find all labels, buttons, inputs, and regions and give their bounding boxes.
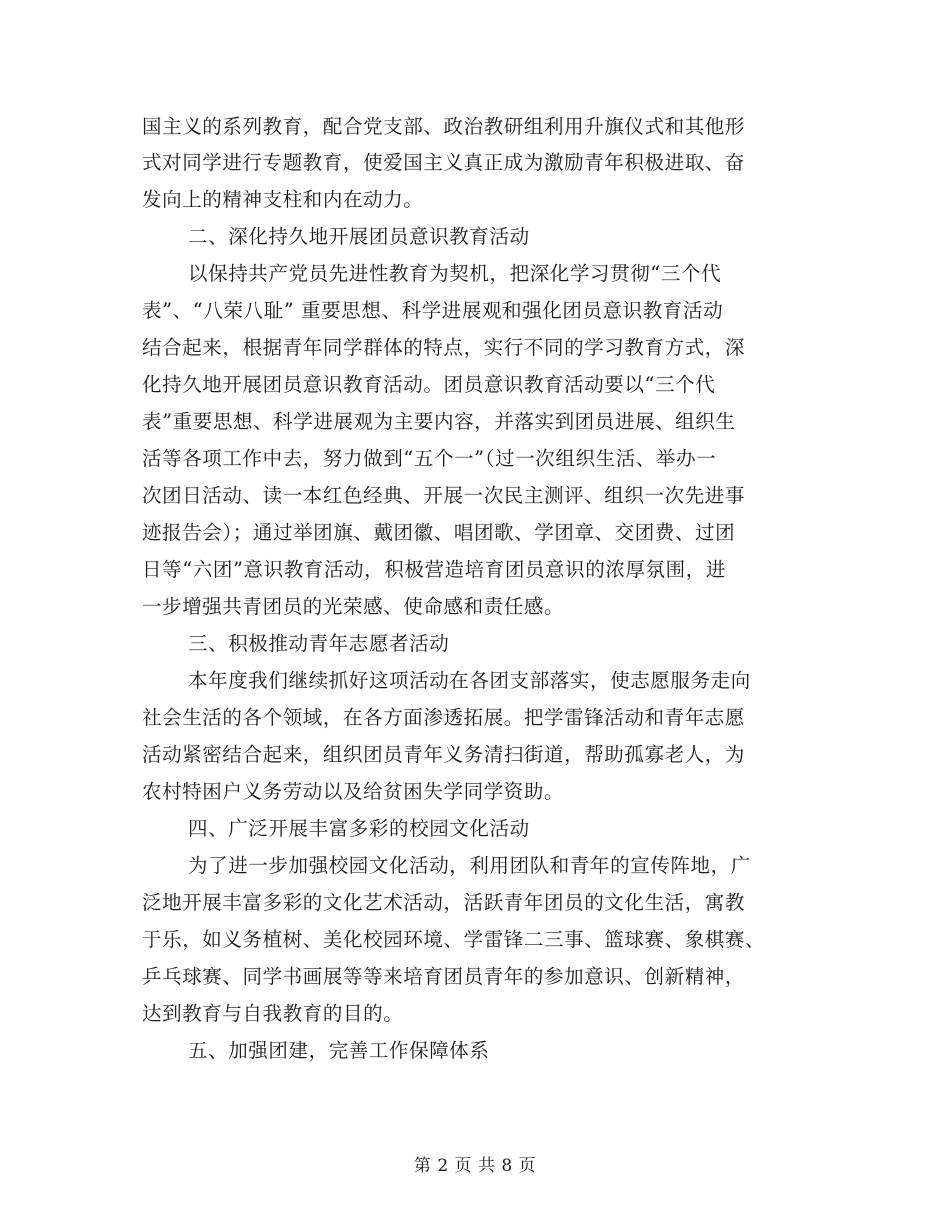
page-number-footer: 第 2 页 共 8 页 bbox=[413, 1156, 537, 1176]
body-text-line: 表”、“八荣八耻” 重要思想、科学进展观和强化团员意识教育活动 bbox=[142, 299, 724, 322]
body-text-line: 活动紧密结合起来，组织团员青年义务清扫街道，帮助孤寡老人，为 bbox=[142, 743, 746, 766]
body-text-line: 于乐，如义务植树、美化校园环境、学雷锋二三事、篮球赛、象棋赛、 bbox=[142, 928, 766, 951]
body-text-line: 化持久地开展团员意识教育活动。团员意识教育活动要以“三个代 bbox=[142, 373, 716, 396]
section-heading-4: 四、广泛开展丰富多彩的校园文化活动 bbox=[188, 817, 530, 840]
body-text-line: 迹报告会）；通过举团旗、戴团徽、唱团歌、学团章、交团费、过团 bbox=[142, 521, 736, 544]
body-text-line: 活等各项工作中去，努力做到“五个一”（过一次组织生活、举办一 bbox=[142, 447, 717, 470]
body-text-line: 一步增强共青团员的光荣感、使命感和责任感。 bbox=[142, 595, 565, 618]
body-text-line: 乒乓球赛、同学书画展等等来培育团员青年的参加意识、创新精神， bbox=[142, 965, 746, 988]
body-text-line: 表”重要思想、科学进展观为主要内容，并落实到团员进展、组织生 bbox=[142, 410, 736, 433]
section-heading-2: 二、深化持久地开展团员意识教育活动 bbox=[188, 225, 530, 248]
section-heading-5: 五、加强团建，完善工作保障体系 bbox=[188, 1039, 490, 1062]
body-text-line: 达到教育与自我教育的目的。 bbox=[142, 1002, 404, 1025]
body-text-line: 社会生活的各个领域，在各方面渗透拓展。把学雷锋活动和青年志愿 bbox=[142, 706, 746, 729]
body-text-line: 发向上的精神支柱和内在动力。 bbox=[142, 188, 424, 211]
body-text-line: 为了进一步加强校园文化活动，利用团队和青年的宣传阵地，广 bbox=[188, 854, 751, 877]
body-text-line: 以保持共产党员先进性教育为契机，把深化学习贯彻“三个代 bbox=[188, 262, 722, 285]
body-text-line: 国主义的系列教育，配合党支部、政治教研组利用升旗仪式和其他形 bbox=[142, 115, 746, 138]
body-text-line: 结合起来，根据青年同学群体的特点，实行不同的学习教育方式，深 bbox=[142, 336, 746, 359]
body-text-line: 次团日活动、读一本红色经典、开展一次民主测评、组织一次先进事 bbox=[142, 484, 746, 507]
body-text-line: 式对同学进行专题教育，使爱国主义真正成为激励青年积极进取、奋 bbox=[142, 151, 746, 174]
body-text-line: 本年度我们继续抓好这项活动在各团支部落实，使志愿服务走向 bbox=[188, 669, 751, 692]
body-text-line: 农村特困户义务劳动以及给贫困失学同学资助。 bbox=[142, 780, 565, 803]
section-heading-3: 三、积极推动青年志愿者活动 bbox=[188, 632, 450, 655]
body-text-line: 泛地开展丰富多彩的文化艺术活动，活跃青年团员的文化生活，寓教 bbox=[142, 891, 746, 914]
body-text-line: 日等“六团”意识教育活动，积极营造培育团员意识的浓厚氛围，进 bbox=[142, 558, 726, 581]
